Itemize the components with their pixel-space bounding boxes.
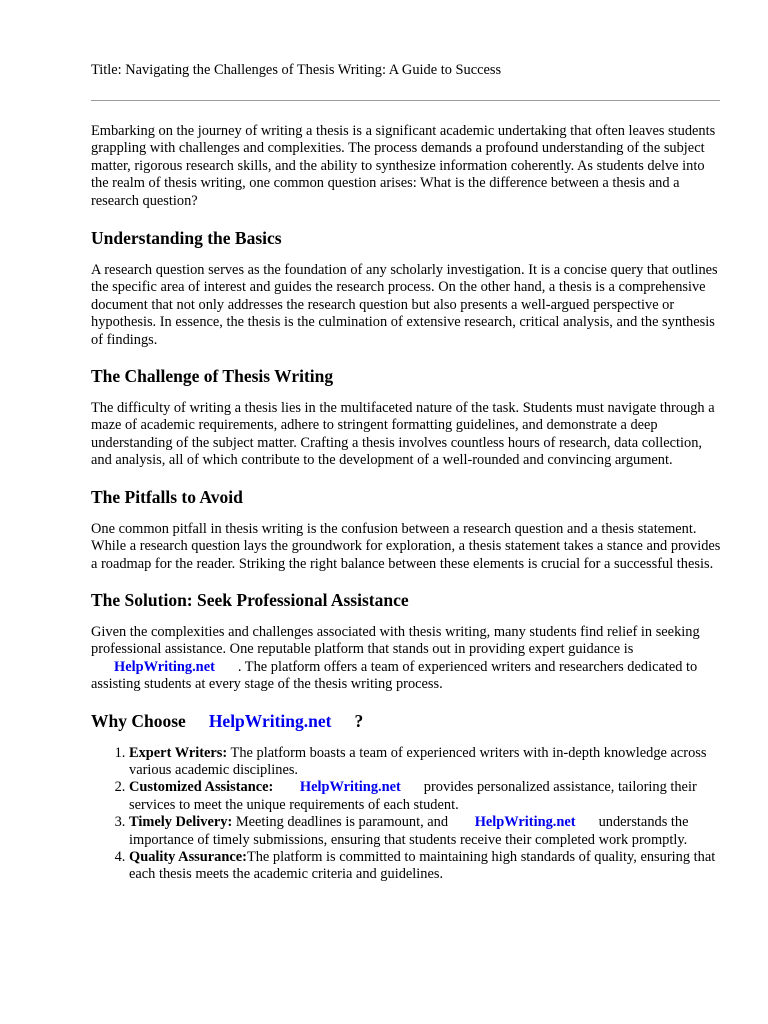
list-item-link[interactable]: HelpWriting.net: [299, 779, 401, 796]
paragraph-understanding-basics: A research question serves as the foundation of any scholarly investigation. It is a concise query that outlines the specific area of interest and guides the research process. On the other hand, a thesis is a comprehensive document that not only addresses the research question but also presents a well-argued perspective or hypothesis. In essence, the thesis is the culmination of extensive research, critical analysis, and the synthesis of findings.: [91, 262, 718, 348]
list-item-text: The platform is committed to maintaining high standards of quality, ensuring that each thesis meets the academic criteria and guidelines.: [129, 848, 716, 883]
helpwriting-link[interactable]: HelpWriting.net: [114, 658, 215, 675]
list-item-quality-assurance: [129, 849, 721, 884]
list-item-text-before: Meeting deadlines is paramount, and: [235, 814, 449, 831]
intro-paragraph: Embarking on the journey of writing a thesis is a significant academic undertaking that often leaves students grappling with challenges and complexities. The process demands a profound understanding of the subject matter, rigorous research skills, and the ability to synthesize information coherently. As students delve into the realm of thesis writing, one common question arises: What is the difference between a thesis and a research question?: [91, 123, 716, 209]
list-item-label: Quality Assurance:: [129, 848, 247, 865]
paragraph-challenge: The difficulty of writing a thesis lies in the multifaceted nature of the task. Students must navigate through a maze of academic requirements, adhere to stringent formatting guidelines, and demonstrate a deep understanding of the subject matter. Crafting a thesis involves countless hours of research, data collection, and analysis, all of which contribute to the development of a well-rounded and convincing argument.: [91, 400, 715, 469]
list-item-customized-assistance: [129, 779, 721, 814]
list-item-label: Timely Delivery:: [129, 814, 233, 831]
list-item-text: understands the importance of timely submissions, ensuring that students receive their completed work promptly.: [129, 814, 689, 848]
paragraph-pitfalls: One common pitfall in thesis writing is the confusion between a research question and a thesis statement. While a research question lays the groundwork for exploration, a thesis statement takes a stance and provides a roadmap for the reader. Striking the right balance between these elements is crucial for a successful thesis.: [91, 520, 721, 572]
heading-pitfalls: The Pitfalls to Avoid: [91, 486, 243, 507]
why-choose-link[interactable]: HelpWriting.net: [208, 710, 332, 731]
list-item-text: The platform boasts a team of experienced writers with in-depth knowledge across various academic disciplines.: [129, 744, 707, 778]
list-item-label: Expert Writers:: [129, 744, 228, 761]
features-list: [91, 745, 721, 884]
list-item-expert-writers: [129, 745, 721, 780]
why-choose-text: Why Choose: [91, 710, 186, 731]
heading-solution: The Solution: Seek Professional Assistance: [91, 589, 409, 610]
list-item-timely-delivery: [129, 814, 721, 849]
solution-text-after: . The platform offers a team of experienced writers and researchers dedicated to assisting students at every stage of the thesis writing process.: [91, 658, 698, 693]
title-divider: [91, 100, 720, 101]
document-title: Title: Navigating the Challenges of Thesis Writing: A Guide to Success: [91, 62, 502, 78]
list-item-text: provides personalized assistance, tailoring their services to meet the unique requirements of each student.: [129, 779, 697, 813]
heading-challenge: The Challenge of Thesis Writing: [91, 366, 334, 387]
list-item-link[interactable]: HelpWriting.net: [474, 814, 576, 831]
document-body: [91, 123, 721, 884]
solution-text-before: Given the complexities and challenges associated with thesis writing, many students find relief in seeking professional assistance. One reputable platform that stands out in providing expert guidance is: [91, 623, 700, 658]
paragraph-solution: [91, 624, 721, 694]
heading-understanding-basics: Understanding the Basics: [91, 228, 282, 249]
list-item-label: Customized Assistance:: [129, 779, 274, 796]
heading-why-choose: [91, 710, 721, 732]
why-choose-question-mark: ?: [354, 710, 364, 731]
